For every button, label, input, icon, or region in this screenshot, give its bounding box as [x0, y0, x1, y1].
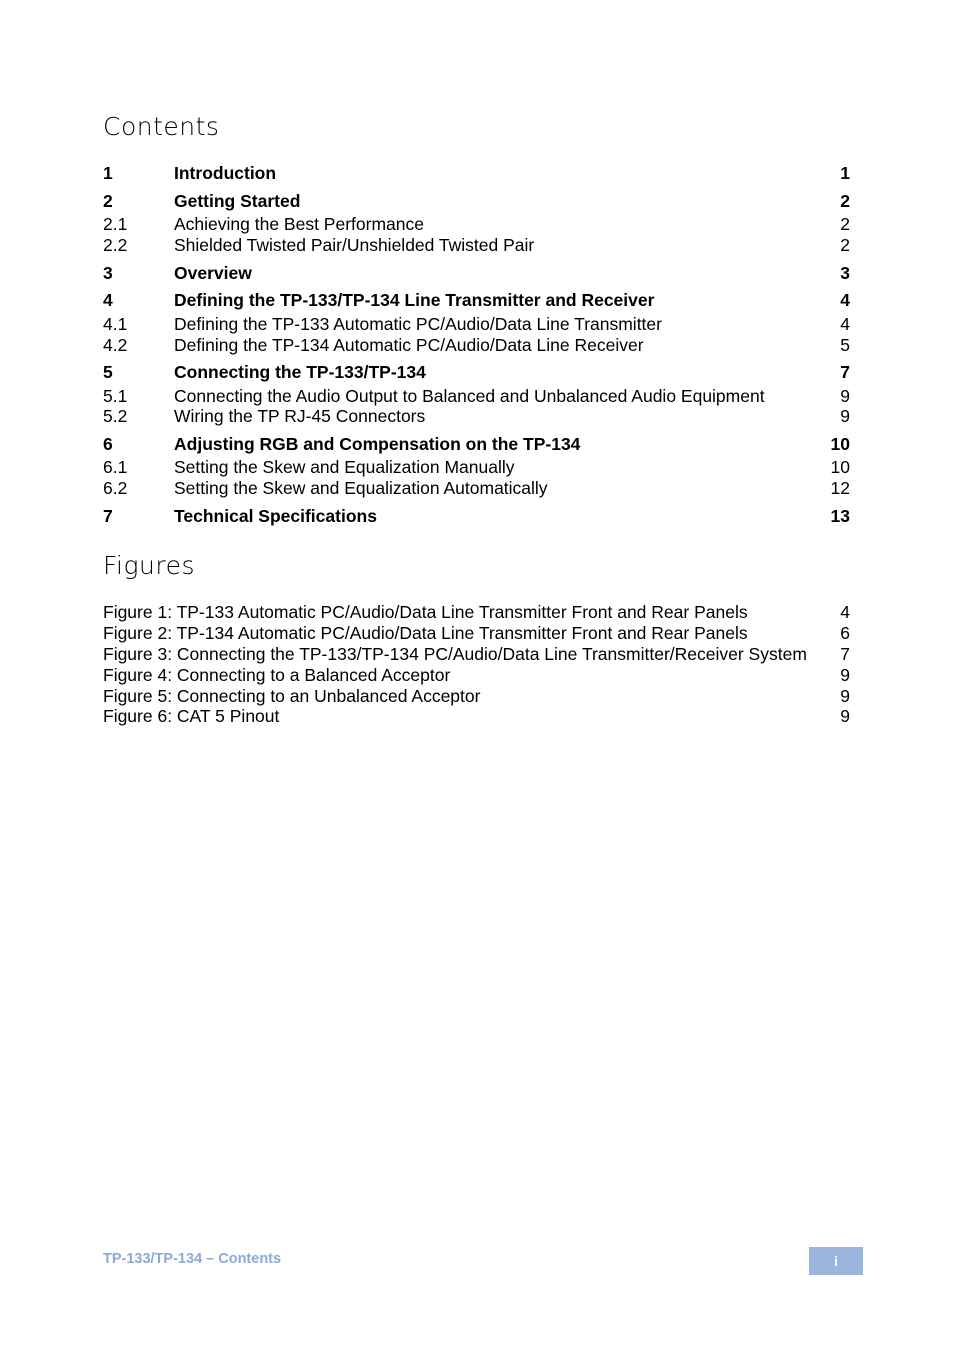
toc-number: 2 — [103, 191, 113, 211]
toc-title: Overview — [174, 263, 252, 283]
toc-title: Connecting the TP-133/TP-134 — [174, 362, 426, 382]
toc-row[interactable] — [103, 290, 850, 311]
toc-page: 3 — [840, 263, 850, 283]
figure-title: Figure 5: Connecting to an Unbalanced Acceptor — [103, 686, 481, 706]
toc-title: Introduction — [174, 163, 277, 183]
toc-row[interactable] — [103, 263, 850, 284]
toc-row[interactable] — [103, 406, 850, 427]
toc-page: 9 — [840, 386, 850, 406]
toc-page: 2 — [840, 191, 850, 211]
toc-number: 5.2 — [103, 406, 128, 426]
figure-page: 9 — [840, 706, 850, 726]
figure-row[interactable] — [103, 623, 850, 644]
toc-row[interactable] — [103, 506, 850, 527]
toc-title: Defining the TP-134 Automatic PC/Audio/Data Line Receiver — [174, 335, 644, 355]
toc-number: 2.1 — [103, 214, 128, 234]
toc-title: Wiring the TP RJ-45 Connectors — [174, 406, 426, 426]
figure-row[interactable] — [103, 644, 850, 665]
figure-title: Figure 2: TP-134 Automatic PC/Audio/Data Line Transmitter Front and Rear Panels — [103, 623, 748, 643]
toc-page: 12 — [830, 478, 850, 498]
figure-page: 6 — [840, 623, 850, 643]
toc-number: 6 — [103, 434, 113, 454]
toc-page: 13 — [830, 506, 850, 526]
figures-heading: Figures — [103, 551, 195, 580]
toc-title: Connecting the Audio Output to Balanced and Unbalanced Audio Equipment — [174, 386, 765, 406]
toc-title: Setting the Skew and Equalization Manually — [174, 457, 515, 477]
toc-number: 6.1 — [103, 457, 128, 477]
toc-page: 4 — [840, 290, 850, 310]
figure-row[interactable] — [103, 665, 850, 686]
page-number-badge: i — [809, 1247, 863, 1275]
toc-page: 4 — [840, 314, 850, 334]
toc-title: Adjusting RGB and Compensation on the TP-134 — [174, 434, 581, 454]
figure-row[interactable] — [103, 602, 850, 623]
figure-title: Figure 1: TP-133 Automatic PC/Audio/Data Line Transmitter Front and Rear Panels — [103, 602, 748, 622]
toc-row[interactable] — [103, 214, 850, 235]
toc-row[interactable] — [103, 386, 850, 407]
contents-heading: Contents — [103, 112, 220, 141]
toc-row[interactable] — [103, 457, 850, 478]
toc-number: 4.2 — [103, 335, 128, 355]
toc-page: 2 — [840, 235, 850, 255]
figure-page: 4 — [840, 602, 850, 622]
figure-title: Figure 4: Connecting to a Balanced Acceptor — [103, 665, 451, 685]
toc-row[interactable] — [103, 478, 850, 499]
toc-row[interactable] — [103, 163, 850, 184]
figure-page: 7 — [840, 644, 850, 664]
toc-row[interactable] — [103, 314, 850, 335]
toc-number: 1 — [103, 163, 113, 183]
toc-number: 4.1 — [103, 314, 128, 334]
toc-page: 2 — [840, 214, 850, 234]
toc-title: Achieving the Best Performance — [174, 214, 424, 234]
toc-title: Defining the TP-133 Automatic PC/Audio/Data Line Transmitter — [174, 314, 662, 334]
figure-page: 9 — [840, 686, 850, 706]
toc-page: 9 — [840, 406, 850, 426]
toc-title: Setting the Skew and Equalization Automatically — [174, 478, 548, 498]
figure-page: 9 — [840, 665, 850, 685]
toc-title: Shielded Twisted Pair/Unshielded Twisted Pair — [174, 235, 535, 255]
toc-row[interactable] — [103, 434, 850, 455]
toc-page: 1 — [840, 163, 850, 183]
toc-row[interactable] — [103, 362, 850, 383]
toc-number: 5.1 — [103, 386, 128, 406]
toc-page: 5 — [840, 335, 850, 355]
figure-title: Figure 3: Connecting the TP-133/TP-134 PC/Audio/Data Line Transmitter/Receiver System — [103, 644, 807, 664]
toc-number: 5 — [103, 362, 113, 382]
toc-page: 10 — [830, 434, 850, 454]
toc-number: 7 — [103, 506, 113, 526]
footer-title: TP-133/TP-134 – Contents — [103, 1251, 282, 1267]
figure-title: Figure 6: CAT 5 Pinout — [103, 706, 280, 726]
toc-title: Technical Specifications — [174, 506, 377, 526]
toc-number: 3 — [103, 263, 113, 283]
toc-page: 10 — [830, 457, 850, 477]
figure-row[interactable] — [103, 706, 850, 727]
toc-page: 7 — [840, 362, 850, 382]
toc-row[interactable] — [103, 235, 850, 256]
toc-number: 6.2 — [103, 478, 128, 498]
toc-title: Getting Started — [174, 191, 301, 211]
figure-row[interactable] — [103, 686, 850, 707]
toc-number: 4 — [103, 290, 113, 310]
toc-number: 2.2 — [103, 235, 128, 255]
toc-title: Defining the TP-133/TP-134 Line Transmitter and Receiver — [174, 290, 655, 310]
toc-row[interactable] — [103, 335, 850, 356]
toc-row[interactable] — [103, 191, 850, 212]
